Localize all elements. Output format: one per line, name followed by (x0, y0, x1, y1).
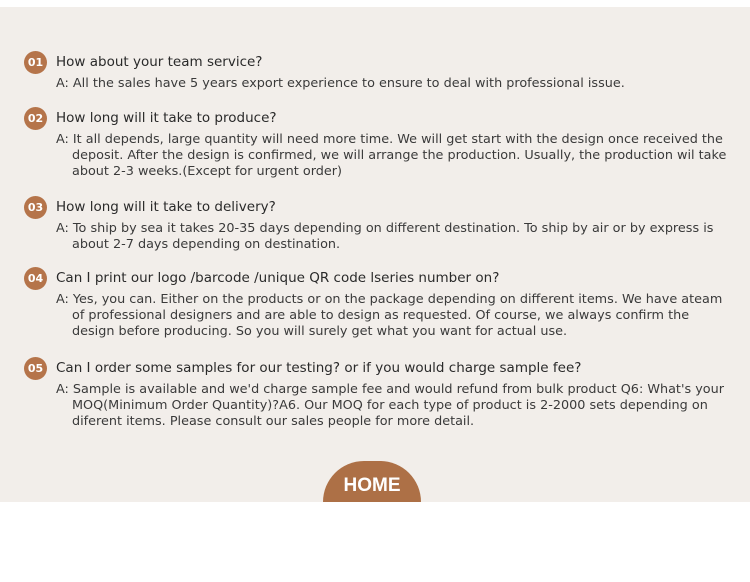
faq-question-row (24, 267, 724, 289)
faq-question: Can I print our logo /barcode /unique QR code lseries number on? (56, 270, 500, 286)
faq-answer: A: Yes, you can. Either on the products or on the package depending on different items. We have ateam of professional designers and are able to design as requested. Of course, we always confirm the design before producing. So you will surely get what you want for actual use. (56, 292, 723, 339)
home-button[interactable]: HOME (323, 461, 421, 502)
faq-item-4 (24, 267, 724, 340)
faq-question: Can I order some samples for our testing? or if you would charge sample fee? (56, 360, 582, 376)
faq-answer: A: It all depends, large quantity will need more time. We will get start with the design once received the deposit. After the design is confirmed, we will arrange the production. Usually, the production wil take about 2-3 weeks.(Except for urgent order) (56, 132, 727, 179)
faq-item-5 (24, 357, 724, 430)
faq-question: How about your team service? (56, 54, 263, 70)
faq-question-row (24, 196, 724, 218)
number-badge: 03 (24, 196, 47, 219)
faq-question: How long will it take to produce? (56, 110, 277, 126)
faq-panel (0, 7, 750, 502)
faq-answer: A: All the sales have 5 years export experience to ensure to deal with professional issue. (56, 76, 625, 91)
faq-item-1 (24, 51, 724, 92)
faq-item-2 (24, 107, 727, 180)
number-badge: 01 (24, 51, 47, 74)
faq-answer: A: To ship by sea it takes 20-35 days depending on different destination. To ship by air or by express is about 2-7 days depending on destination. (56, 221, 714, 252)
faq-question-row (24, 51, 724, 73)
faq-answer: A: Sample is available and we'd charge sample fee and would refund from bulk product Q6: What's your MOQ(Minimum Order Quantity)?A6. Our MOQ for each type of product is 2-2000 sets depending on diferent items. Please consult our sales people for more detail. (56, 382, 724, 429)
faq-question: How long will it take to delivery? (56, 199, 276, 215)
faq-question-row (24, 107, 724, 129)
faq-item-3 (24, 196, 724, 253)
number-badge: 04 (24, 267, 47, 290)
number-badge: 05 (24, 357, 47, 380)
faq-question-row (24, 357, 724, 379)
number-badge: 02 (24, 107, 47, 130)
